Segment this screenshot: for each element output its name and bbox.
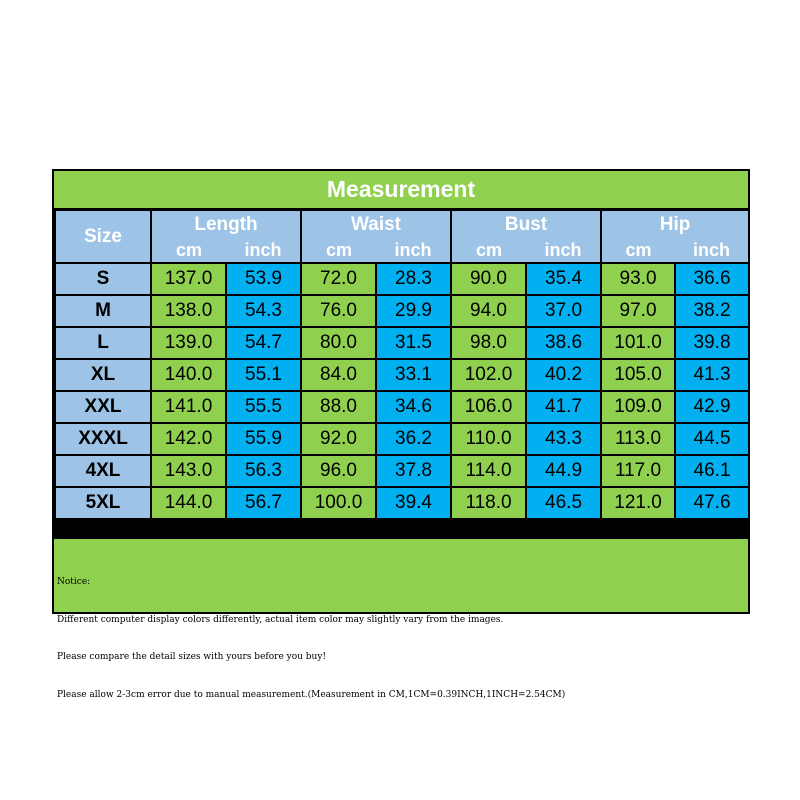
- table-row: [55, 327, 749, 359]
- length-cm-cell: 140.0: [151, 359, 226, 391]
- header-bust-inch: inch: [526, 238, 601, 263]
- hip-cm-cell: 105.0: [601, 359, 675, 391]
- table-row: [55, 423, 749, 455]
- hip-inch-cell: 44.5: [675, 423, 749, 455]
- size-label: XXXL: [55, 423, 151, 455]
- header-bust-cm: cm: [451, 238, 526, 263]
- hip-inch-cell: 38.2: [675, 295, 749, 327]
- bust-cm-cell: 110.0: [451, 423, 526, 455]
- notice-box: [54, 539, 748, 700]
- hip-cm-cell: 113.0: [601, 423, 675, 455]
- notice-line: Please compare the detail sizes with yours before you buy!: [57, 652, 327, 662]
- header-size: Size: [55, 210, 151, 263]
- length-inch-cell: 55.1: [226, 359, 301, 391]
- waist-inch-cell: 28.3: [376, 263, 451, 295]
- bust-cm-cell: 106.0: [451, 391, 526, 423]
- length-inch-cell: 53.9: [226, 263, 301, 295]
- waist-inch-cell: 34.6: [376, 391, 451, 423]
- table-row: [55, 487, 749, 519]
- length-inch-cell: 55.9: [226, 423, 301, 455]
- bust-inch-cell: 37.0: [526, 295, 601, 327]
- table-row: [55, 263, 749, 295]
- table-row: [55, 455, 749, 487]
- bust-cm-cell: 90.0: [451, 263, 526, 295]
- notice-line: Different computer display colors differently, actual item color may slightly vary from the images.: [57, 614, 504, 625]
- length-cm-cell: 137.0: [151, 263, 226, 295]
- size-label: XXL: [55, 391, 151, 423]
- hip-inch-cell: 42.9: [675, 391, 749, 423]
- waist-inch-cell: 31.5: [376, 327, 451, 359]
- header-hip: Hip: [601, 210, 749, 238]
- size-label: 4XL: [55, 455, 151, 487]
- table-row: [55, 295, 749, 327]
- bust-cm-cell: 118.0: [451, 487, 526, 519]
- size-label: 5XL: [55, 487, 151, 519]
- hip-cm-cell: 121.0: [601, 487, 675, 519]
- chart-title: Measurement: [54, 171, 748, 208]
- waist-inch-cell: 39.4: [376, 487, 451, 519]
- size-table: [54, 209, 750, 520]
- hip-cm-cell: 101.0: [601, 327, 675, 359]
- bust-inch-cell: 44.9: [526, 455, 601, 487]
- length-inch-cell: 56.3: [226, 455, 301, 487]
- hip-inch-cell: 47.6: [675, 487, 749, 519]
- length-cm-cell: 142.0: [151, 423, 226, 455]
- header-length-inch: inch: [226, 238, 301, 263]
- size-label: S: [55, 263, 151, 295]
- waist-cm-cell: 84.0: [301, 359, 376, 391]
- waist-cm-cell: 88.0: [301, 391, 376, 423]
- header-waist-cm: cm: [301, 238, 376, 263]
- header-hip-cm: cm: [601, 238, 675, 263]
- header-length-cm: cm: [151, 238, 226, 263]
- waist-inch-cell: 29.9: [376, 295, 451, 327]
- hip-inch-cell: 46.1: [675, 455, 749, 487]
- hip-cm-cell: 93.0: [601, 263, 675, 295]
- bust-inch-cell: 35.4: [526, 263, 601, 295]
- waist-cm-cell: 72.0: [301, 263, 376, 295]
- bust-inch-cell: 46.5: [526, 487, 601, 519]
- bust-cm-cell: 102.0: [451, 359, 526, 391]
- notice-line: Please allow 2-3cm error due to manual measurement.(Measurement in CM,1CM=0.39INCH,1INCH=2.54CM): [57, 689, 566, 700]
- header-length: Length: [151, 210, 301, 238]
- hip-inch-cell: 41.3: [675, 359, 749, 391]
- hip-inch-cell: 36.6: [675, 263, 749, 295]
- length-inch-cell: 55.5: [226, 391, 301, 423]
- waist-cm-cell: 96.0: [301, 455, 376, 487]
- length-cm-cell: 138.0: [151, 295, 226, 327]
- hip-inch-cell: 39.8: [675, 327, 749, 359]
- length-inch-cell: 56.7: [226, 487, 301, 519]
- bust-inch-cell: 40.2: [526, 359, 601, 391]
- size-label: M: [55, 295, 151, 327]
- bust-cm-cell: 98.0: [451, 327, 526, 359]
- bust-cm-cell: 94.0: [451, 295, 526, 327]
- length-cm-cell: 144.0: [151, 487, 226, 519]
- size-label: L: [55, 327, 151, 359]
- bust-inch-cell: 43.3: [526, 423, 601, 455]
- size-chart: [52, 169, 750, 700]
- header-waist: Waist: [301, 210, 451, 238]
- waist-cm-cell: 76.0: [301, 295, 376, 327]
- waist-inch-cell: 33.1: [376, 359, 451, 391]
- waist-inch-cell: 37.8: [376, 455, 451, 487]
- waist-cm-cell: 80.0: [301, 327, 376, 359]
- waist-inch-cell: 36.2: [376, 423, 451, 455]
- length-inch-cell: 54.3: [226, 295, 301, 327]
- bust-cm-cell: 114.0: [451, 455, 526, 487]
- header-hip-inch: inch: [675, 238, 749, 263]
- header-waist-inch: inch: [376, 238, 451, 263]
- table-row: [55, 359, 749, 391]
- waist-cm-cell: 100.0: [301, 487, 376, 519]
- hip-cm-cell: 117.0: [601, 455, 675, 487]
- notice-heading: Notice:: [57, 577, 91, 587]
- table-row: [55, 391, 749, 423]
- length-cm-cell: 143.0: [151, 455, 226, 487]
- bust-inch-cell: 41.7: [526, 391, 601, 423]
- waist-cm-cell: 92.0: [301, 423, 376, 455]
- length-cm-cell: 139.0: [151, 327, 226, 359]
- length-cm-cell: 141.0: [151, 391, 226, 423]
- size-label: XL: [55, 359, 151, 391]
- bust-inch-cell: 38.6: [526, 327, 601, 359]
- hip-cm-cell: 97.0: [601, 295, 675, 327]
- header-bust: Bust: [451, 210, 601, 238]
- hip-cm-cell: 109.0: [601, 391, 675, 423]
- length-inch-cell: 54.7: [226, 327, 301, 359]
